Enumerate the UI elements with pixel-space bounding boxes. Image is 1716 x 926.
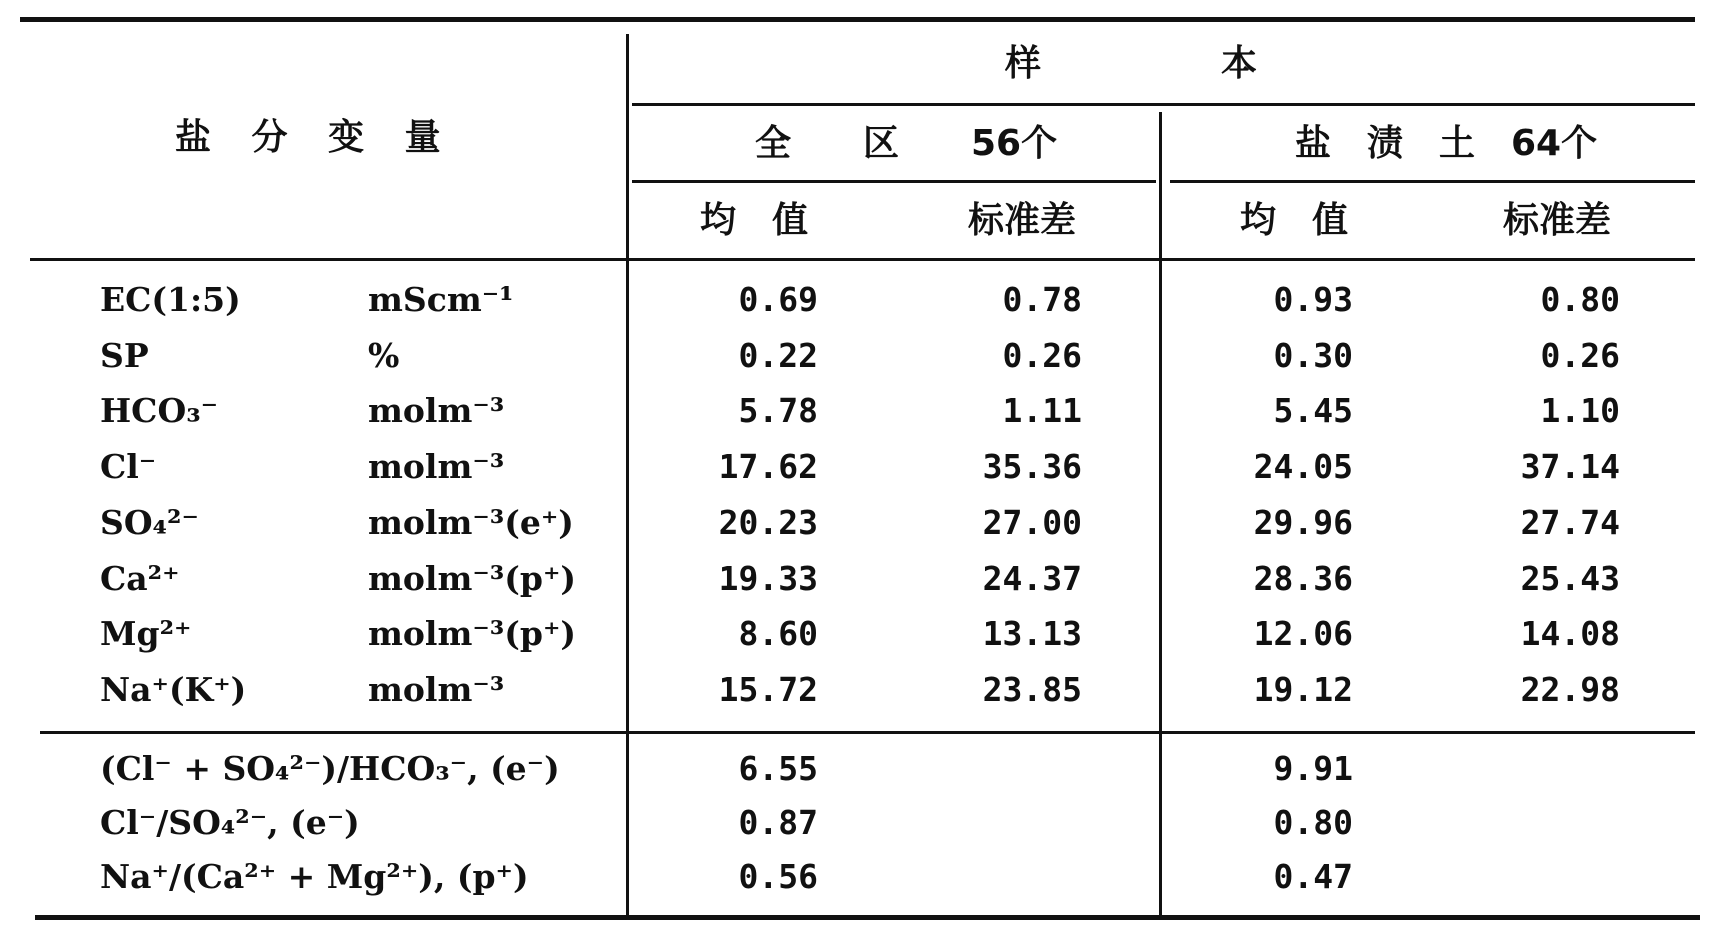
row-group2-sd: 1.10 bbox=[1540, 391, 1620, 430]
row-group1-mean: 0.69 bbox=[738, 280, 818, 319]
row-group1-sd: 0.26 bbox=[1002, 336, 1082, 375]
row-variable: Cl⁻ bbox=[100, 447, 157, 486]
row-unit: mScm⁻¹ bbox=[368, 280, 514, 319]
ratio-label: (Cl⁻ + SO₄²⁻)/HCO₃⁻, (e⁻) bbox=[100, 749, 560, 788]
top-rule bbox=[20, 17, 1695, 22]
ratio-label: Cl⁻/SO₄²⁻, (e⁻) bbox=[100, 803, 360, 842]
row-unit: molm⁻³ bbox=[368, 447, 505, 486]
group1-mean-header: 均 值 bbox=[700, 200, 809, 241]
group-underline-1 bbox=[632, 180, 1156, 183]
row-variable: HCO₃⁻ bbox=[100, 391, 219, 430]
row-unit: molm⁻³ bbox=[368, 670, 505, 709]
row-group1-sd: 27.00 bbox=[982, 503, 1082, 542]
row-group1-mean: 19.33 bbox=[718, 559, 818, 598]
row-group2-mean: 0.30 bbox=[1273, 336, 1353, 375]
row-group2-sd: 0.26 bbox=[1540, 336, 1620, 375]
row-variable: SO₄²⁻ bbox=[100, 503, 199, 542]
row-group2-mean: 24.05 bbox=[1253, 447, 1353, 486]
ratio-group2-mean: 9.91 bbox=[1273, 749, 1353, 788]
row-variable: EC(1:5) bbox=[100, 280, 241, 319]
group2-mean-header: 均 值 bbox=[1240, 200, 1349, 241]
row-group1-sd: 13.13 bbox=[982, 614, 1082, 653]
row-group2-sd: 27.74 bbox=[1520, 503, 1620, 542]
row-group2-sd: 37.14 bbox=[1520, 447, 1620, 486]
row-variable: Mg²⁺ bbox=[100, 614, 192, 653]
bottom-rule bbox=[35, 915, 1700, 920]
ratio-separator-rule bbox=[40, 731, 1695, 734]
row-unit: molm⁻³(p⁺) bbox=[368, 559, 576, 598]
row-group2-sd: 0.80 bbox=[1540, 280, 1620, 319]
row-group2-mean: 19.12 bbox=[1253, 670, 1353, 709]
group1-title: 全 区 56个 bbox=[755, 123, 1058, 164]
row-group2-mean: 0.93 bbox=[1273, 280, 1353, 319]
ratio-group1-mean: 0.56 bbox=[738, 857, 818, 896]
row-group2-mean: 29.96 bbox=[1253, 503, 1353, 542]
row-group1-sd: 0.78 bbox=[1002, 280, 1082, 319]
row-group2-mean: 5.45 bbox=[1273, 391, 1353, 430]
row-group2-mean: 12.06 bbox=[1253, 614, 1353, 653]
ratio-group1-mean: 0.87 bbox=[738, 803, 818, 842]
row-variable: SP bbox=[100, 336, 149, 375]
row-unit: molm⁻³(p⁺) bbox=[368, 614, 576, 653]
ratio-group2-mean: 0.80 bbox=[1273, 803, 1353, 842]
group2-sd-header: 标准差 bbox=[1503, 200, 1612, 241]
row-label-header: 盐 分 变 量 bbox=[175, 117, 455, 158]
row-group1-mean: 17.62 bbox=[718, 447, 818, 486]
row-group1-mean: 20.23 bbox=[718, 503, 818, 542]
ratio-label: Na⁺/(Ca²⁺ + Mg²⁺), (p⁺) bbox=[100, 857, 529, 896]
header-bottom-rule bbox=[30, 258, 1695, 261]
row-unit: molm⁻³ bbox=[368, 391, 505, 430]
group1-sd-header: 标准差 bbox=[968, 200, 1077, 241]
row-group1-mean: 15.72 bbox=[718, 670, 818, 709]
row-group2-sd: 25.43 bbox=[1520, 559, 1620, 598]
row-group1-sd: 24.37 bbox=[982, 559, 1082, 598]
sample-underline bbox=[632, 103, 1695, 106]
row-group1-sd: 1.11 bbox=[1002, 391, 1082, 430]
sample-header: 样 本 bbox=[1005, 43, 1258, 84]
row-variable: Na⁺(K⁺) bbox=[100, 670, 247, 709]
row-unit: molm⁻³(e⁺) bbox=[368, 503, 574, 542]
ratio-group2-mean: 0.47 bbox=[1273, 857, 1353, 896]
group2-title: 盐 渍 土 64个 bbox=[1295, 123, 1598, 164]
row-group1-mean: 0.22 bbox=[738, 336, 818, 375]
group-underline-2 bbox=[1170, 180, 1695, 183]
row-group1-sd: 23.85 bbox=[982, 670, 1082, 709]
row-variable: Ca²⁺ bbox=[100, 559, 180, 598]
row-group2-mean: 28.36 bbox=[1253, 559, 1353, 598]
row-group1-sd: 35.36 bbox=[982, 447, 1082, 486]
row-group2-sd: 14.08 bbox=[1520, 614, 1620, 653]
row-unit: % bbox=[368, 336, 400, 375]
ratio-group1-mean: 6.55 bbox=[738, 749, 818, 788]
row-group1-mean: 5.78 bbox=[738, 391, 818, 430]
row-group1-mean: 8.60 bbox=[738, 614, 818, 653]
row-group2-sd: 22.98 bbox=[1520, 670, 1620, 709]
